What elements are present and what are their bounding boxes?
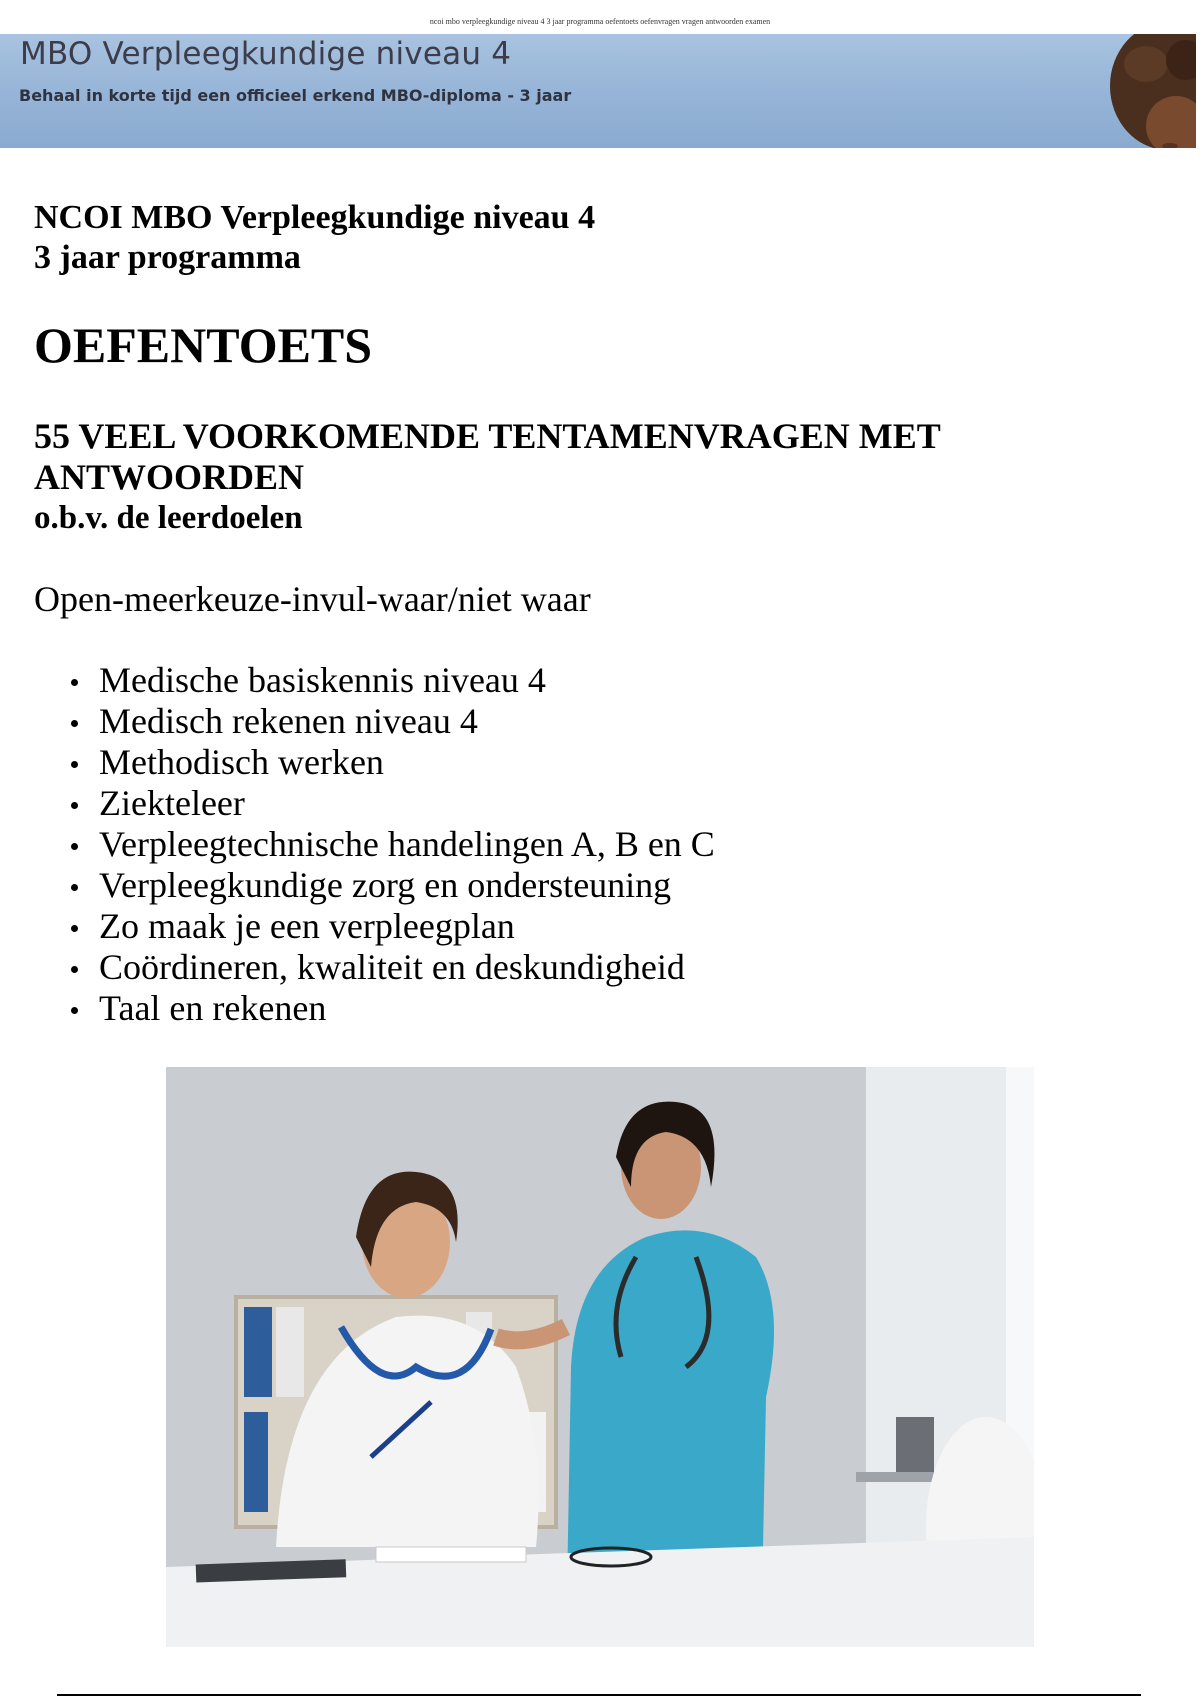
nurses-photo-icon bbox=[166, 1067, 1034, 1647]
questions-subheading: o.b.v. de leerdoelen bbox=[34, 500, 303, 536]
document-title bbox=[34, 198, 595, 278]
topic-list bbox=[62, 660, 715, 1029]
list-item: Methodisch werken bbox=[62, 742, 715, 783]
questions-heading-line1: 55 VEEL VOORKOMENDE TENTAMENVRAGEN MET bbox=[34, 416, 941, 456]
questions-heading bbox=[34, 416, 941, 539]
list-item: Taal en rekenen bbox=[62, 988, 715, 1029]
list-item: Ziekteleer bbox=[62, 783, 715, 824]
person-portrait-icon bbox=[1076, 34, 1196, 148]
document-title-line2: 3 jaar programma bbox=[34, 239, 301, 276]
banner-subtitle: Behaal in korte tijd een officieel erkend MBO-diploma - 3 jaar bbox=[19, 86, 572, 105]
course-banner bbox=[0, 34, 1196, 148]
document-title-line1: NCOI MBO Verpleegkundige niveau 4 bbox=[34, 199, 596, 236]
list-item: Coördineren, kwaliteit en deskundigheid bbox=[62, 947, 715, 988]
page-caption: ncoi mbo verpleegkundige niveau 4 3 jaar programma oefentoets oefenvragen vragen antwoorden examen bbox=[429, 17, 771, 26]
banner-title: MBO Verpleegkundige niveau 4 bbox=[20, 36, 512, 72]
page-divider bbox=[57, 1694, 1141, 1696]
question-types: Open-meerkeuze-invul-waar/niet waar bbox=[34, 579, 591, 619]
questions-heading-line2: ANTWOORDEN bbox=[34, 457, 305, 497]
list-item: Verpleegtechnische handelingen A, B en C bbox=[62, 824, 715, 865]
list-item: Zo maak je een verpleegplan bbox=[62, 906, 715, 947]
list-item: Medische basiskennis niveau 4 bbox=[62, 660, 715, 701]
list-item: Verpleegkundige zorg en ondersteuning bbox=[62, 865, 715, 906]
main-heading: OEFENTOETS bbox=[34, 317, 373, 373]
list-item: Medisch rekenen niveau 4 bbox=[62, 701, 715, 742]
